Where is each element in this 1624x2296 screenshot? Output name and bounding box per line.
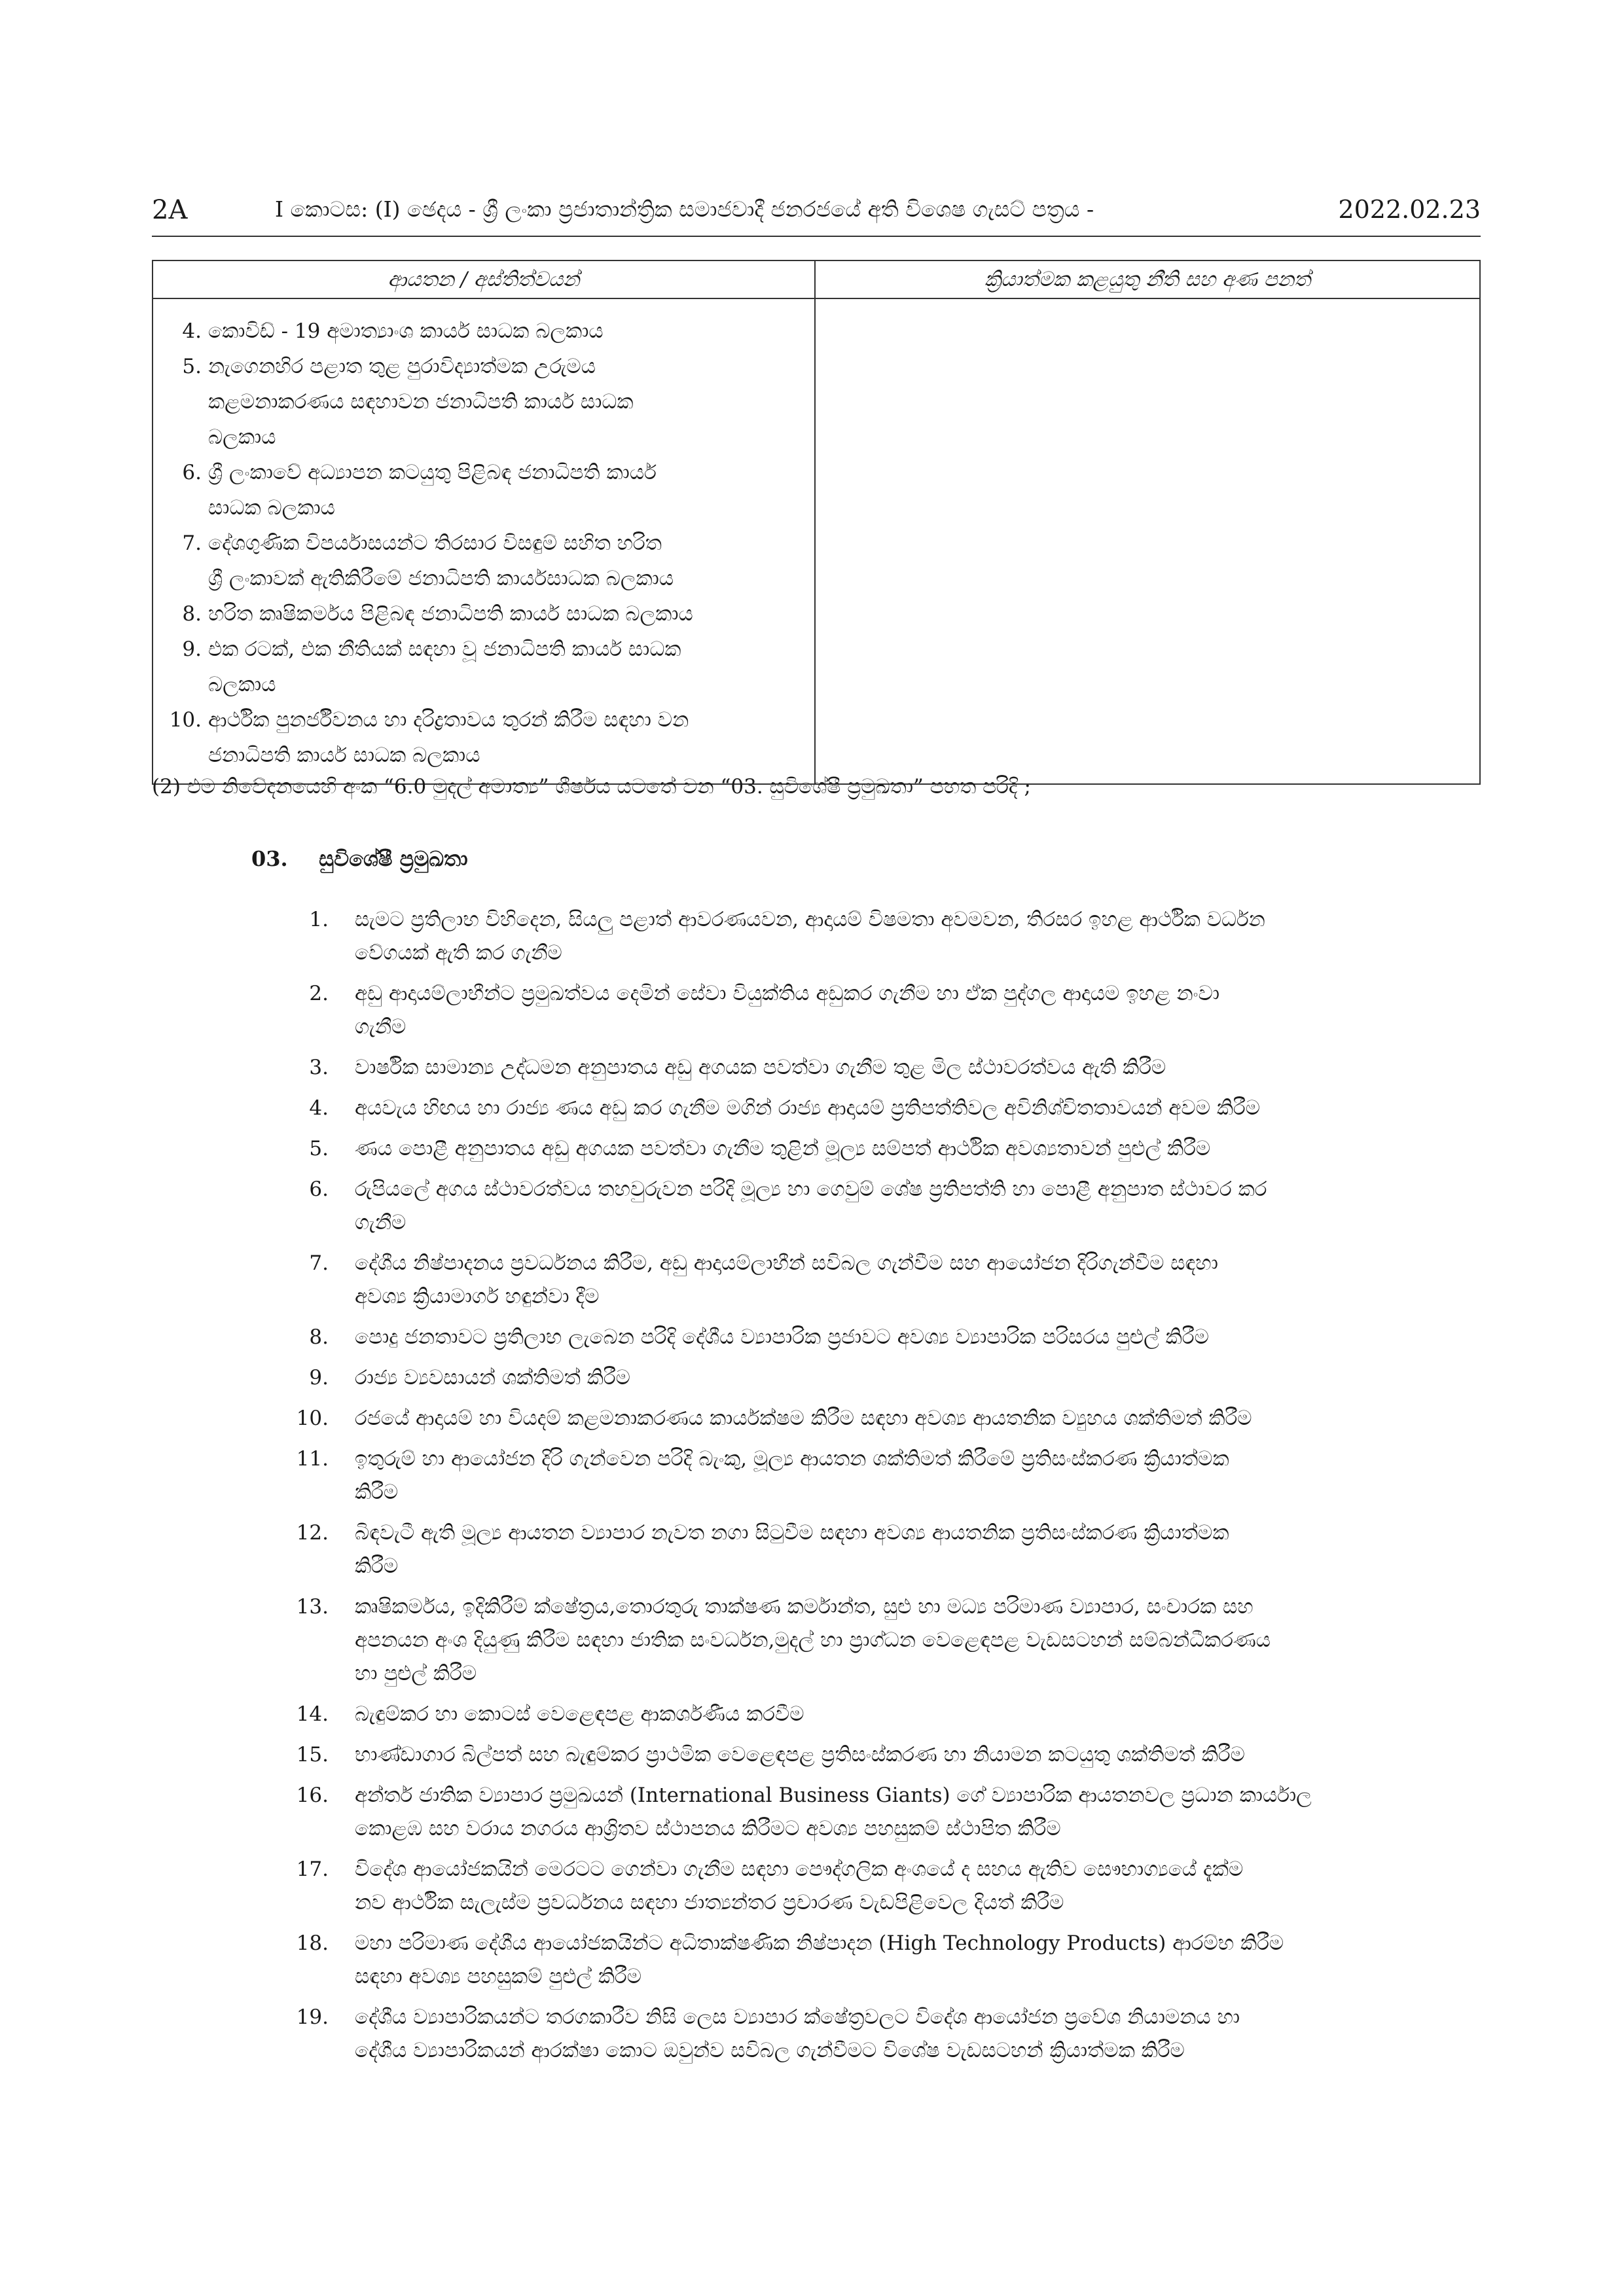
priority-item-text-line: අවශ්‍ය ක්‍රියාමාර්ග හඳුන්වා දීම (355, 1285, 600, 1308)
priority-item-text-line: භාණ්ඩාගාර බිල්පත් සහ බැඳුම්කර ප්‍රාථමික වෙළෙඳපළ ප්‍රතිසංස්කරණ හා නියාමන කටයුතු ශක්තිමත් කිරීම (355, 1743, 1245, 1767)
priority-item (289, 1738, 1482, 1772)
priority-item (289, 1321, 1482, 1354)
priority-item-text-line: කිරීම (355, 1480, 399, 1504)
priority-item-text-line: පොදු ජනතාවට ප්‍රතිලාභ ලැබෙන පරිදි දේශීය ව්‍යාපාරික ප්‍රජාවට අවශ්‍ය ව්‍යාපාරික පරිසරය පුළුල් කිරීම (355, 1325, 1209, 1349)
priority-item-text-line: වාර්ෂික සාමාන්‍ය උද්ධමන අනුපාතය අඩු අගයක පවත්වා ගැනීම තුළ මිල ස්ථාවරත්වය ඇති කිරීම (355, 1056, 1166, 1079)
institution-item-text-line: ආර්ථික පුනර්ජීවනය හා දරිද්‍රතාවය තුරන් කිරීම සඳහා වන (208, 708, 689, 732)
priority-item-number: 19. (296, 2005, 329, 2029)
priority-item-number: 9. (309, 1366, 329, 1390)
priority-item-number: 5. (309, 1137, 329, 1160)
priority-item (289, 1698, 1482, 1731)
priority-item (289, 903, 1482, 970)
priority-item (289, 1516, 1482, 1583)
priority-item-text-line: බිඳවැටී ඇති මූල්‍ය ආයතන ව්‍යාපාර නැවත නගා සිටුවීම සඳහා අවශ්‍ය ආයතනික ප්‍රතිසංස්කරණ ක්‍රියාත්මක (355, 1521, 1229, 1545)
institution-item-text-line: බලකාය (208, 673, 276, 696)
priority-item-text-line: ගැනීම (355, 1015, 406, 1039)
institution-item-number: 8. (182, 602, 202, 626)
page-number: 2A (152, 195, 188, 225)
institution-item-text-line: බලකාය (208, 425, 276, 449)
priority-item-number: 11. (296, 1447, 329, 1471)
priority-item (289, 2001, 1482, 2068)
priority-item (289, 1092, 1482, 1125)
priority-item-text-line: සඳහා අවශ්‍ය පහසුකම් පුළුල් කිරීම (355, 1965, 642, 1988)
institution-item-text-line: නැගෙනහිර පළාත තුළ පුරාවිද්‍යාත්මක උරුමය (208, 355, 596, 378)
institution-item-text-line: දේශගුණික විපර්යාසයන්ට තිරසාර විසඳුම් සහිත හරිත (208, 531, 662, 555)
priority-item-number: 1. (309, 908, 329, 931)
priority-item-number: 4. (309, 1096, 329, 1120)
priority-item-text-line: මහා පරිමාණ දේශීය ආයෝජකයින්ට අධිතාක්ෂණික නිෂ්පාදන (High Technology Products) ආරම්භ කිරීම (355, 1931, 1284, 1955)
col-header-institutions: ආයතන / අස්තිත්වයන් (153, 260, 815, 298)
priority-item-text-line: අන්තර් ජාතික ව්‍යාපාර ප්‍රමුඛයන් (International Business Giants) ගේ ව්‍යාපාරික ආයතනවල ප්‍රධාන කාර්යාල (355, 1784, 1312, 1807)
section-title: සුවිශේෂී ප්‍රමුඛතා (319, 846, 468, 871)
institution-item (168, 349, 806, 455)
institution-item (168, 632, 806, 702)
priority-item-number: 16. (296, 1784, 329, 1807)
institution-item-text-line: සාධක බලකාය (208, 496, 335, 520)
priority-item-text-line: ණය පොළී අනුපාතය අඩු අගයක පවත්වා ගැනීම තුළින් මූල්‍ය සම්පත් ආර්ථික අවශ්‍යතාවන් පුළුල් කිරීම (355, 1137, 1211, 1160)
institution-item-number: 4. (182, 319, 202, 343)
institution-item-text-line: කළමනාකරණය සඳහාවන ජනාධිපති කාර්ය සාධක (208, 390, 634, 414)
header-divider (152, 236, 1481, 237)
priority-item-number: 10. (296, 1407, 329, 1430)
priority-item (289, 1779, 1482, 1846)
gazette-date: 2022.02.23 (1338, 195, 1481, 224)
institutions-table (152, 260, 1481, 785)
priority-item-number: 2. (309, 982, 329, 1005)
priority-item-text-line: දේශීය ව්‍යාපාරිකයන් ආරක්ෂා කොට ඔවුන්ව සවිබල ගැන්වීමට විශේෂ වැඩසටහන් ක්‍රියාත්මක කිරීම (355, 2039, 1185, 2062)
col-header-laws: ක්‍රියාත්මක කළයුතු නීති සහ අණ පනත් (815, 260, 1480, 298)
priority-item (289, 1132, 1482, 1166)
priority-item-text-line: හා පුළුල් කිරීම (355, 1662, 477, 1685)
priority-item-text-line: රාජ්‍ය ව්‍යවසායන් ශක්තිමත් කිරීම (355, 1366, 630, 1390)
institution-item-text-line: ශ්‍රී ලංකාවේ අධ්‍යාපන කටයුතු පිළිබඳ ජනාධිපති කාර්ය (208, 461, 657, 484)
priority-item (289, 1443, 1482, 1509)
amendment-paragraph: (2) එම නිවේදනයෙහි අංක “6.0 මුදල් අමාත්‍ය” ශීර්ෂය යටතේ වන “03. සුවිශේෂී ප්‍රමුඛතා” පහත පරිදි ; (152, 775, 1031, 798)
institution-item (168, 596, 806, 632)
priority-item (289, 977, 1482, 1044)
institution-item-number: 9. (182, 637, 202, 661)
institution-item-text-line: එක රටක්, එක නීතියක් සඳහා වූ ජනාධිපති කාර්ය සාධක (208, 637, 681, 661)
priority-item-text-line: අයවැය හිඟය හා රාජ්‍ය ණය අඩු කර ගැනීම මගින් රාජ්‍ය ආදායම් ප්‍රතිපත්තිවල අවිනිශ්චිතතාවයන් අවම කිරීම (355, 1096, 1261, 1120)
institution-item-text-line: කොවිඩ් - 19 අමාත්‍යාංශ කාර්ය සාධක බලකාය (208, 319, 604, 343)
laws-cell (815, 298, 1480, 784)
priority-item-number: 13. (296, 1595, 329, 1619)
priority-item-text-line: ගැනීම (355, 1211, 406, 1234)
priority-item-number: 14. (296, 1702, 329, 1726)
institution-item-text-line: ශ්‍රී ලංකාවක් ඇතිකිරීමේ ජනාධිපති කාර්යසාධක බලකාය (208, 567, 674, 590)
institutions-list (168, 314, 806, 773)
institution-item-number: 7. (182, 531, 202, 555)
institution-item-number: 10. (169, 708, 202, 732)
priority-item-number: 3. (309, 1056, 329, 1079)
institution-item-text-line: ජනාධිපති කාර්ය සාධක බලකාය (208, 744, 480, 767)
section-number: 03. (251, 846, 288, 871)
priority-item (289, 1927, 1482, 1994)
institution-item (168, 455, 806, 526)
page-header (152, 190, 1481, 229)
priority-item-number: 12. (296, 1521, 329, 1545)
priority-item-text-line: අපනයන අංශ දියුණු කිරීම සඳහා ජාතික සංවර්ධන,මුදල් හා ප්‍රාග්ධන වෙළෙඳපළ වැඩසටහන් සම්බන්ධීකරණය (355, 1628, 1271, 1652)
priority-item (289, 1590, 1482, 1691)
priority-item-text-line: කෘෂිකර්මය, ඉදිකිරීම් ක්ෂේත්‍රය,තොරතුරු තාක්ෂණ කර්මාන්ත, සුළු හා මධ්‍ය පරිමාණ ව්‍යාපාර, සංචාරක සහ (355, 1595, 1254, 1619)
priority-item (289, 1247, 1482, 1314)
priority-item-text-line: කිරීම (355, 1554, 399, 1578)
priority-item-text-line: බැඳුම්කර හා කොටස් වෙළෙඳපළ ආකර්ශණීය කරවීම (355, 1702, 804, 1726)
priority-item (289, 1853, 1482, 1920)
priorities-list (289, 903, 1482, 2075)
priority-item (289, 1051, 1482, 1085)
priority-item-number: 8. (309, 1325, 329, 1349)
institution-item-text-line: හරිත කෘෂිකර්මය පිළිබඳ ජනාධිපති කාර්ය සාධක බලකාය (208, 602, 693, 626)
institution-item (168, 702, 806, 773)
priority-item-text-line: සැමට ප්‍රතිලාභ විහිදෙන, සියලු පළාත් ආවරණයවන, ආදායම් විෂමතා අවමවන, තිරසර ඉහළ ආර්ථික වර්ධන (355, 908, 1265, 931)
priority-item-number: 17. (296, 1857, 329, 1881)
institution-item (168, 526, 806, 596)
section-heading (251, 842, 468, 875)
institution-item (168, 314, 806, 349)
institution-item-number: 6. (182, 461, 202, 484)
priority-item-number: 7. (309, 1251, 329, 1275)
priority-item-number: 15. (296, 1743, 329, 1767)
priority-item (289, 1402, 1482, 1435)
priority-item-text-line: ඉතුරුම් හා ආයෝජන දිරි ගැන්වෙන පරිදි බැංකු, මූල්‍ය ආයතන ශක්තිමත් කිරීමේ ප්‍රතිසංස්කරණ ක්‍රියාත්මක (355, 1447, 1229, 1471)
priority-item (289, 1173, 1482, 1240)
institutions-cell (153, 298, 815, 784)
priority-item-text-line: දේශීය ව්‍යාපාරිකයන්ට තරගකාරීව නිසි ලෙස ව්‍යාපාර ක්ෂේත්‍රවලට විදේශ ආයෝජන ප්‍රවේශ නියාමනය හා (355, 2005, 1240, 2029)
priority-item-text-line: වේගයක් ඇති කර ගැනීම (355, 941, 562, 965)
institution-item-number: 5. (182, 355, 202, 378)
priority-item-number: 18. (296, 1931, 329, 1955)
priority-item-number: 6. (309, 1177, 329, 1201)
priority-item-text-line: රුපියලේ අගය ස්ථාවරත්වය තහවුරුවන පරිදි මූල්‍ය හා ගෙවුම් ශේෂ ප්‍රතිපත්ති හා පොළී අනුපාත ස්ථාවර කර (355, 1177, 1267, 1201)
priority-item-text-line: අඩු ආදායම්ලාභීන්ට ප්‍රමුඛත්වය දෙමින් සේවා වියුක්තිය අඩුකර ගැනීම හා ඒක පුද්ගල ආදායම ඉහළ නංවා (355, 982, 1220, 1005)
priority-item-text-line: විදේශ ආයෝජකයින් මෙරටට ගෙන්වා ගැනීම සඳහා පෞද්ගලික අංශයේ ද සහය ඇතිව සෞභාග්‍යයේ දැක්ම (355, 1857, 1244, 1881)
priority-item (289, 1361, 1482, 1395)
priority-item-text-line: රජයේ ආදායම් හා වියදම් කළමනාකරණය කාර්යක්ෂම කිරීම සඳහා අවශ්‍ය ආයතනික ව්‍යුහය ශක්තිමත් කිරීම (355, 1407, 1252, 1430)
gazette-title: I කොටස: (I) ඡෙදය - ශ්‍රී ලංකා ප්‍රජාතාන්ත්‍රික සමාජවාදී ජනරජයේ අති විශෙෂ ගැසට් පත්‍රය - (275, 196, 1094, 222)
priority-item-text-line: කොළඹ සහ වරාය නගරය ආශ්‍රිතව ස්ථාපනය කිරීමට අවශ්‍ය පහසුකම් ස්ථාපිත කිරීම (355, 1817, 1061, 1840)
priority-item-text-line: නව ආර්ථික සැලැස්ම ප්‍රවර්ධනය සඳහා ජාත්‍යන්තර ප්‍රචාරණ වැඩපිළිවෙල දියත් කිරීම (355, 1891, 1064, 1914)
priority-item-text-line: දේශීය නිෂ්පාදනය ප්‍රවර්ධනය කිරීම, අඩු ආදායම්ලාභීන් සවිබල ගැන්වීම සහ ආයෝජන දිරිගැන්වීම සඳහා (355, 1251, 1218, 1275)
